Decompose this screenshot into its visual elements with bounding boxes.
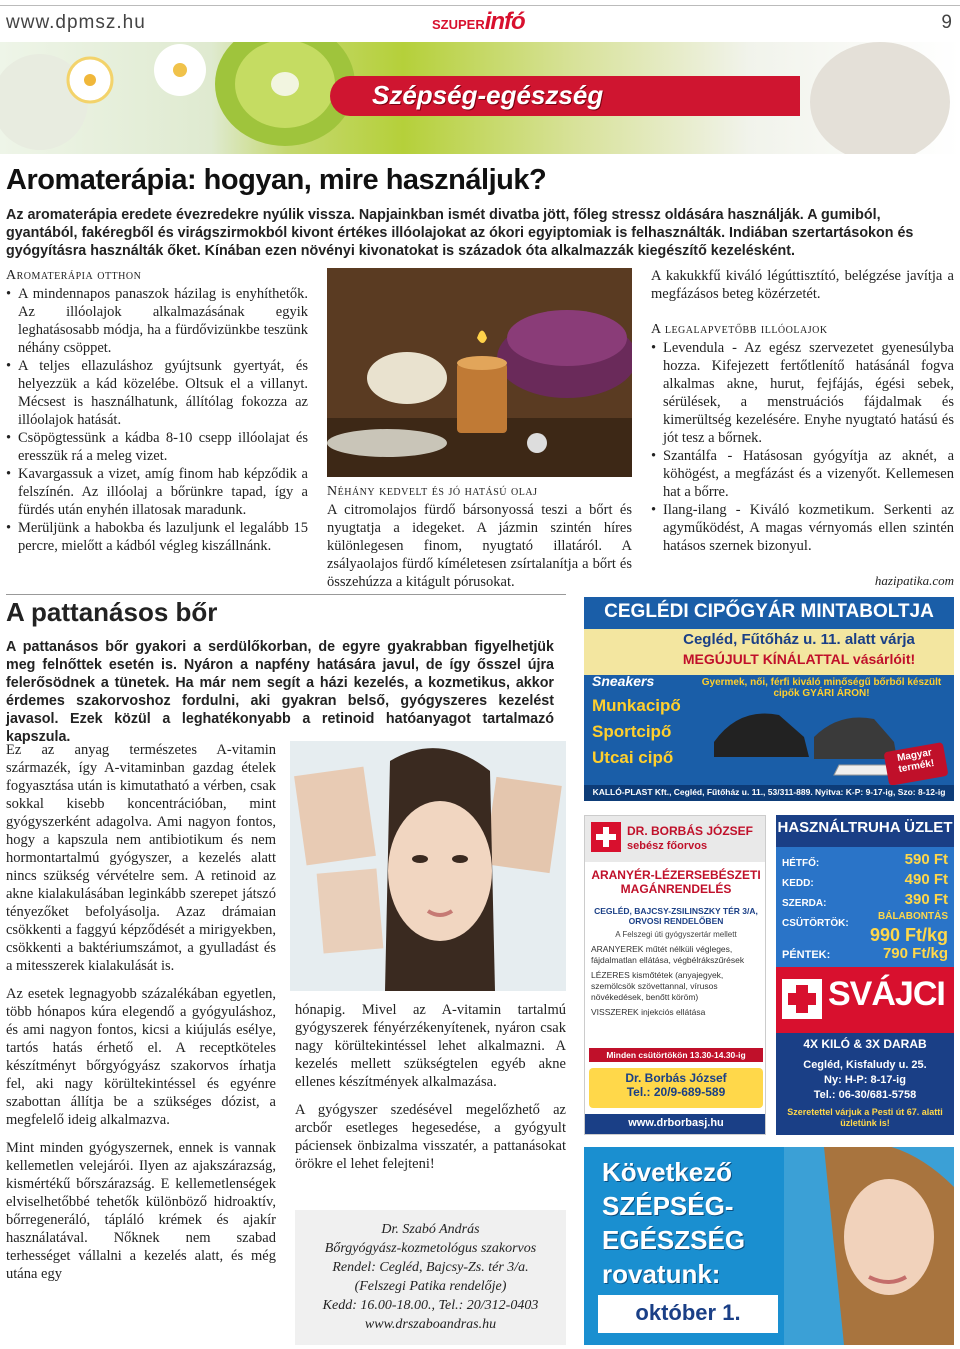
ad-doctor-web[interactable]: www.drborbasj.hu xyxy=(585,1114,766,1134)
ad-clothes-price: 390 Ft xyxy=(904,891,948,908)
ad-shoe-store[interactable] xyxy=(584,597,954,801)
list-item: • A teljes ellazuláshoz gyújtsunk gyertyát, és helyezzük a kád közelébe. Oltsuk el a villanyt. Mécsest is használhatunk, állítólag fokozza az illóolajok hatását. xyxy=(6,357,308,429)
ad-doctor-service: ARANYEREK műtét nélküli végleges, fájdalmatlan ellátása, végbélrákszűrések xyxy=(591,944,745,965)
article2-p5: A gyógyszer szedésével megelőzhető az arcbőr esetleges hegesedése, a gyógyult páciensek önbizalma visszatér, a pattanásokat örökre el lehet felejteni! xyxy=(295,1102,566,1172)
article1-col1 xyxy=(6,267,308,555)
ad-clothes-thursday-price: 990 Ft/kg xyxy=(869,925,948,945)
ad-doctor-tel: Tel.: 20/9-689-589 xyxy=(626,1085,726,1099)
sig-addr: Rendel: Cegléd, Bajcsy-Zs. tér 3/a. xyxy=(332,1260,529,1275)
ad-clothes-friday-price: 790 Ft/kg xyxy=(882,945,948,962)
article2-col2 xyxy=(295,1001,566,1173)
col3-heading: A legalapvetőbb illóolajok xyxy=(651,322,828,337)
signature-box xyxy=(295,1210,566,1345)
ad-clothes-day: CSÜTÖRTÖK: xyxy=(782,918,849,929)
ad-shoes-subtitle: Cegléd, Fűtőház u. 11. alatt várja xyxy=(683,631,915,648)
ad-clothes-tel: Tel.: 06-30/681-5758 xyxy=(813,1089,917,1101)
ad-next-date: október 1. xyxy=(598,1295,778,1333)
aromatherapy-illustration xyxy=(327,268,632,477)
article2-p1: Ez az anyag természetes A-vitamin származék, így A-vitaminban gazdag ételek fogyasztása után is kimutatható a vérben, csak sokkal kisebb koncentrációban, mint gyógyszerként adagolva. Ami nagyon fontos, hogy a kapszula nem antibiotikum és nem hormontartalmú gyógyszer, a kezelés alatt nincs szükség vérvételre sem. A retinoid az akne kialakulásában leginkább szerepet játszó tényezőket befolyásolja. Azaz drámaian csökkenti a faggyú képződését a mirigyekben, csökkenti a baktériumszámot, a gyulladást és a mitesszerek kialakulását is. xyxy=(6,742,276,974)
logo xyxy=(432,8,525,36)
ad-clothes-brand: SVÁJCI xyxy=(828,975,945,1013)
ad-clothes-price: BÁLABONTÁS xyxy=(878,911,948,922)
sig-addr2: (Felszegi Patika rendelője) xyxy=(354,1279,507,1294)
list-item: • Ilang-ilang - Kiváló kozmetikum. Serkenti az agyműködést, A magas vérnyomás ellen szintén hatásos szernek bizonyul. xyxy=(651,501,954,555)
sig-web[interactable]: www.drszaboandras.hu xyxy=(364,1317,497,1332)
article2-p3: Mint minden gyógyszernek, ennek is vannak kellemetlen velejárói. Ilyen az ajakszárazság, kismértékű bőrszárazság. E kellemetlenségek elviselhetőbbé tehetők különböző hidroaktív, bőrregeneráló, tápláló krémek és ajakír használatával. Nőknek nem szabad terhességet vállalni a kezelés alatt, és még utána egy xyxy=(6,1140,276,1282)
ad-clothes-price: 590 Ft xyxy=(904,851,948,868)
ad-clothes-offer: 4X KILÓ & 3X DARAB xyxy=(803,1037,927,1051)
ad-clothes-brand-band xyxy=(776,967,954,1033)
ad-clothes-hours: Ny: H-P: 8-17-ig xyxy=(824,1074,906,1086)
col3-intro: A kakukkfű kiváló légúttisztító, belégzése javítja a megfázásos beteg közérzetét. xyxy=(651,268,954,302)
article2-p2: Az esetek legnagyobb százalékában egyetlen, több hónapos kúra elegendő a gyógyuláshoz, és ami nagyon fontos, kicsi a kiújulás esélye, tartós hatás érhető el. A receptköteles készítményt bőrgyógyász szakorvos írhatja fel, aki nagy körültekintéssel és egyénre szabottan állítja be a szükséges dózist, a megfelelő ideig alkalmazva. xyxy=(6,986,276,1128)
ad-clothes-addr: Cegléd, Kisfaludy u. 25. xyxy=(803,1059,927,1071)
ad-clothes-title: HASZNÁLTRUHA ÜZLET xyxy=(777,819,953,836)
ad-shoes-title: CEGLÉDI CIPŐGYÁR MINTABOLTJA xyxy=(604,601,934,622)
face-photo xyxy=(290,741,566,991)
source-credit: hazipatika.com xyxy=(874,573,954,588)
ad-next-line: rovatunk: xyxy=(602,1259,721,1289)
article1-col3 xyxy=(651,267,954,555)
woman-illustration xyxy=(784,1147,954,1345)
ad-doctor-contact-name: Dr. Borbás József xyxy=(625,1071,727,1085)
cross-icon xyxy=(591,822,621,852)
col2-heading: Néhány kedvelt és jó hatású olaj xyxy=(327,484,538,499)
ad-clothes-price-row xyxy=(782,871,948,890)
ad-shoes-line: Gyermek, női, férfi kiváló minőségű bőrből készült cipők GYÁRI ÁRON! xyxy=(701,677,942,699)
ad-shoes-subtitle2: MEGÚJULT KÍNÁLATTAL vásárlóit! xyxy=(682,651,916,667)
ad-shoes-item: Sportcipő xyxy=(592,722,672,741)
article2-col1 xyxy=(6,741,276,1283)
ad-clothes-day: SZERDA: xyxy=(782,898,827,909)
logo-super: SZUPER xyxy=(432,17,485,32)
col2-text: A citromolajos fürdő bársonyossá teszi a bőrt és nyugtatja a idegeket. A jázmin szintén híres különlegesen finom, nyugtató illatáról. A zsályaolajos fürdő kíméletesen zsírtalanítja a bőrt és összehúzza a kitágult pórusokat. xyxy=(327,502,632,590)
logo-info: infó xyxy=(484,8,525,35)
sig-name: Dr. Szabó András xyxy=(381,1222,480,1237)
ad-shoes-items xyxy=(592,693,702,771)
ad-clothes-price-row xyxy=(782,851,948,870)
list-item: • Csöpögtessünk a kádba 8-10 csepp illóolajat és eresszük rá a meleg vizet. xyxy=(6,429,308,465)
ad-secondhand-shop[interactable] xyxy=(776,815,954,1135)
ad-doctor-name: DR. BORBÁS JÓZSEF xyxy=(627,824,754,838)
ad-shoes-item: Munkacipő xyxy=(592,696,681,715)
ad-shoes-item: Utcai cipő xyxy=(592,748,674,767)
article2-p4: hónapig. Mivel az A-vitamin tartalmú gyógyszerek fényérzékenyítenek, nyáron csak nagy körültekintéssel lehet alkalmazni. A kezelés mellett szükségtelen egyéb akne ellenes készítmények alkalmazása. xyxy=(295,1002,566,1090)
col3-list xyxy=(651,339,954,555)
swiss-cross-icon xyxy=(782,979,822,1019)
ad-doctor[interactable] xyxy=(584,815,766,1135)
ad-next-column xyxy=(584,1147,954,1345)
ad-shoes-brand: Sneakers xyxy=(592,673,655,689)
article2-title: A pattanásos bőr xyxy=(6,597,218,627)
ad-clothes-prices xyxy=(776,847,954,967)
article1-lead: Az aromaterápia eredete évezredekre nyúlik vissza. Napjainkban ismét divatba jött, főleg stressz oldására használják. A gumiból, gyantából, fakéregből és virágszirmokból kivont értékes illóolajokat az ókori egyiptomiak is felhasználták. Indiában szertartásokon és gyógyításra használták őket. Kínában ezen növényi kivonatokat is századok óta alkalmazzák kiegészítő kezelésként. xyxy=(6,207,914,259)
list-item: • Levendula - Az egész szervezetet gyenesúlyba hozza. Kifejezett fertőtlenítő hatásánál fogva alkalmas akne, hurut, fejfájás, égési sebek, sérülések, a menstruációs fájdalmak és kimerültség kezelésére. Enyhe nyugtató hatású és jót tesz a bőrnek. xyxy=(651,339,954,447)
ad-doctor-time: Minden csütörtökön 13.30-14.30-ig xyxy=(589,1048,763,1062)
ad-clothes-day: HÉTFŐ: xyxy=(782,858,820,869)
ad-doctor-title: ARANYÉR-LÉZERSEBÉSZETI MAGÁNRENDELÉS xyxy=(591,868,761,896)
ad-next-lines xyxy=(602,1155,745,1291)
article1-col2 xyxy=(327,483,632,591)
banner-title: Szépség-egészség xyxy=(372,80,604,110)
aromatherapy-photo xyxy=(327,268,632,477)
col1-heading: Aromaterápia otthon xyxy=(6,268,142,283)
sig-title: Bőrgyógyász-kozmetológus szakorvos xyxy=(324,1241,537,1256)
ad-doctor-service: LÉZERES kismőtétek (anyajegyek, szemölcsök szövettannal, vírusos növékedések, benőtt köröm) xyxy=(591,970,724,1002)
page-number: 9 xyxy=(941,12,952,33)
ad-clothes-footer: Szeretettel várjuk a Pesti út 67. alatti üzletünk is! xyxy=(787,1107,943,1128)
ad-shoes-badge: Magyar termék! xyxy=(884,742,949,786)
list-item: • Szantálfa - Hatásosan gyógyítja az aknét, a köhögést, a megfázást és a vizenyőt. Kellemesen hat a bőrre. xyxy=(651,447,954,501)
ad-clothes-day: KEDD: xyxy=(782,878,814,889)
ad-clothes-friday: PÉNTEK: xyxy=(782,949,831,961)
ad-doctor-addr2: A Felszegi úti gyógyszertár mellett xyxy=(615,930,737,939)
site-url[interactable]: www.dpmsz.hu xyxy=(6,12,146,33)
ad-doctor-addr: CEGLÉD, BAJCSY-ZSILINSZKY TÉR 3/A, ORVOSI RENDELŐBEN xyxy=(594,906,758,926)
face-illustration xyxy=(290,741,566,991)
ad-doctor-service: VISSZEREK injekciós ellátása xyxy=(591,1007,706,1017)
ad-doctor-role: sebész főorvos xyxy=(627,840,708,852)
article-divider xyxy=(6,594,566,595)
ad-shoes-footer: KALLÓ-PLAST Kft., Cegléd, Fűtőház u. 11., 53/311-889. Nyitva: K-P: 9-17-ig, Szo: 8-12-ig xyxy=(584,785,954,801)
sig-hours: Kedd: 16.00-18.00., Tel.: 20/312-0403 xyxy=(322,1298,539,1313)
ad-next-line: SZÉPSÉG- xyxy=(602,1191,734,1221)
ad-next-line: EGÉSZSÉG xyxy=(602,1225,746,1255)
list-item: • Merüljünk a habokba és lazuljunk el legalább 15 percre, mielőtt a kádból végleg kiszállnánk. xyxy=(6,519,308,555)
ad-clothes-price: 490 Ft xyxy=(904,871,948,888)
col1-list xyxy=(6,285,308,555)
ad-clothes-price-row xyxy=(782,891,948,910)
list-item: • A mindennapos panaszok házilag is enyhíthetők. Az illóolajok alkalmazásának egyik leghatásosabb módja, ha a fürdővizünkbe teszünk néhány csöppet. xyxy=(6,285,308,357)
ad-doctor-contact-box xyxy=(589,1068,763,1108)
article2-lead: A pattanásos bőr gyakori a serdülőkorban, de egyre gyakrabban figyelhetjük meg felnőttek esetén is. Nyáron a napfény hatására javul, de így ősszel újra felerősödnek a tünetek. Ha már nem segít a házi kezelés, a kozmetikus, akkor érdemes szakorvoshoz fordulni, aki gyakran belső, gyógyszeres kezelést javasol. Ezek közül a leghatékonyabb a retinoid hatóanyagot tartalmazó kapszula. xyxy=(6,639,554,745)
ad-doctor-services xyxy=(591,944,761,1018)
header-rule xyxy=(0,5,960,6)
article1-title: Aromaterápia: hogyan, mire használjuk? xyxy=(6,164,547,196)
ad-next-line: Következő xyxy=(602,1157,733,1187)
list-item: • Kavargassuk a vizet, amíg finom hab képződik a felszínén. Az illóolaj a bőrünkre tapad, így a fürdés után enyhén illatosak maradunk. xyxy=(6,465,308,519)
